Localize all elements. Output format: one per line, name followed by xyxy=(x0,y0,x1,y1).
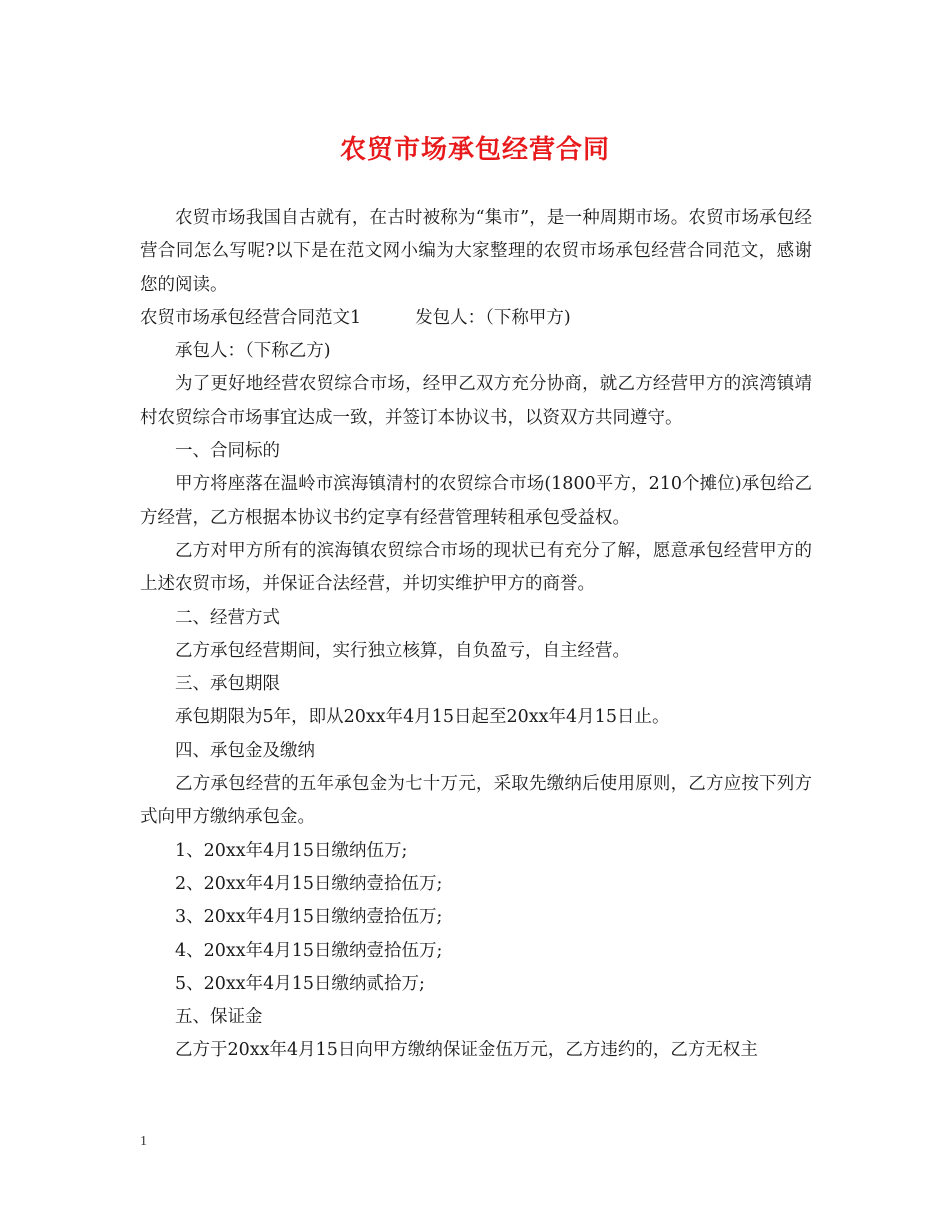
purpose-paragraph: 为了更好地经营农贸综合市场，经甲乙双方充分协商，就乙方经营甲方的滨湾镇靖村农贸综合市场事宜达成一致，并签订本协议书，以资双方共同遵守。 xyxy=(140,374,812,428)
contractor-line: 承包人：（下称乙方) xyxy=(175,341,331,362)
section-3-paragraph: 承包期限为5年，即从20xx年4月15日起至20xx年4月15日止。 xyxy=(175,707,670,728)
section-3-title: 三、承包期限 xyxy=(175,674,280,695)
section-1-title: 一、合同标的 xyxy=(175,441,280,462)
section-4-paragraph: 乙方承包经营的五年承包金为七十万元，采取先缴纳后使用原则，乙方应按下列方式向甲方缴纳承包金。 xyxy=(140,774,812,828)
payment-item: 1、20xx年4月15日缴纳伍万; xyxy=(175,840,408,861)
document-body xyxy=(140,202,812,1068)
page-number: 1 xyxy=(140,1134,147,1149)
section-1-paragraph-2: 乙方对甲方所有的滨海镇农贸综合市场的现状已有充分了解，愿意承包经营甲方的上述农贸市场，并保证合法经营，并切实维护甲方的商誉。 xyxy=(140,540,812,595)
section-2-title: 二、经营方式 xyxy=(175,607,280,628)
section-5-paragraph: 乙方于20xx年4月15日向甲方缴纳保证金伍万元，乙方违约的，乙方无权主 xyxy=(175,1040,758,1061)
payment-item: 2、20xx年4月15日缴纳壹拾伍万; xyxy=(175,873,443,894)
issuer-line: 发包人：（下称甲方) xyxy=(415,307,571,328)
section-2-paragraph: 乙方承包经营期间，实行独立核算，自负盈亏，自主经营。 xyxy=(175,640,630,661)
section-5-title: 五、保证金 xyxy=(175,1007,263,1028)
payment-item: 5、20xx年4月15日缴纳贰拾万; xyxy=(175,973,425,994)
sample-heading: 农贸市场承包经营合同范文1 xyxy=(140,307,362,328)
section-4-title: 四、承包金及缴纳 xyxy=(175,740,315,761)
sample-heading-line xyxy=(140,302,812,335)
section-1-paragraph-1: 甲方将座落在温岭市滨海镇清村的农贸综合市场(1800平方，210个摊位)承包给乙方经营，乙方根据本协议书约定享有经营管理转租承包受益权。 xyxy=(140,474,812,528)
payment-item: 3、20xx年4月15日缴纳壹拾伍万; xyxy=(175,907,443,928)
payment-item: 4、20xx年4月15日缴纳壹拾伍万; xyxy=(175,940,443,961)
intro-paragraph: 农贸市场我国自古就有，在古时被称为“集市”，是一种周期市场。农贸市场承包经营合同怎么写呢?以下是在范文网小编为大家整理的农贸市场承包经营合同范文，感谢您的阅读。 xyxy=(140,208,812,295)
document-title: 农贸市场承包经营合同 xyxy=(339,135,610,165)
